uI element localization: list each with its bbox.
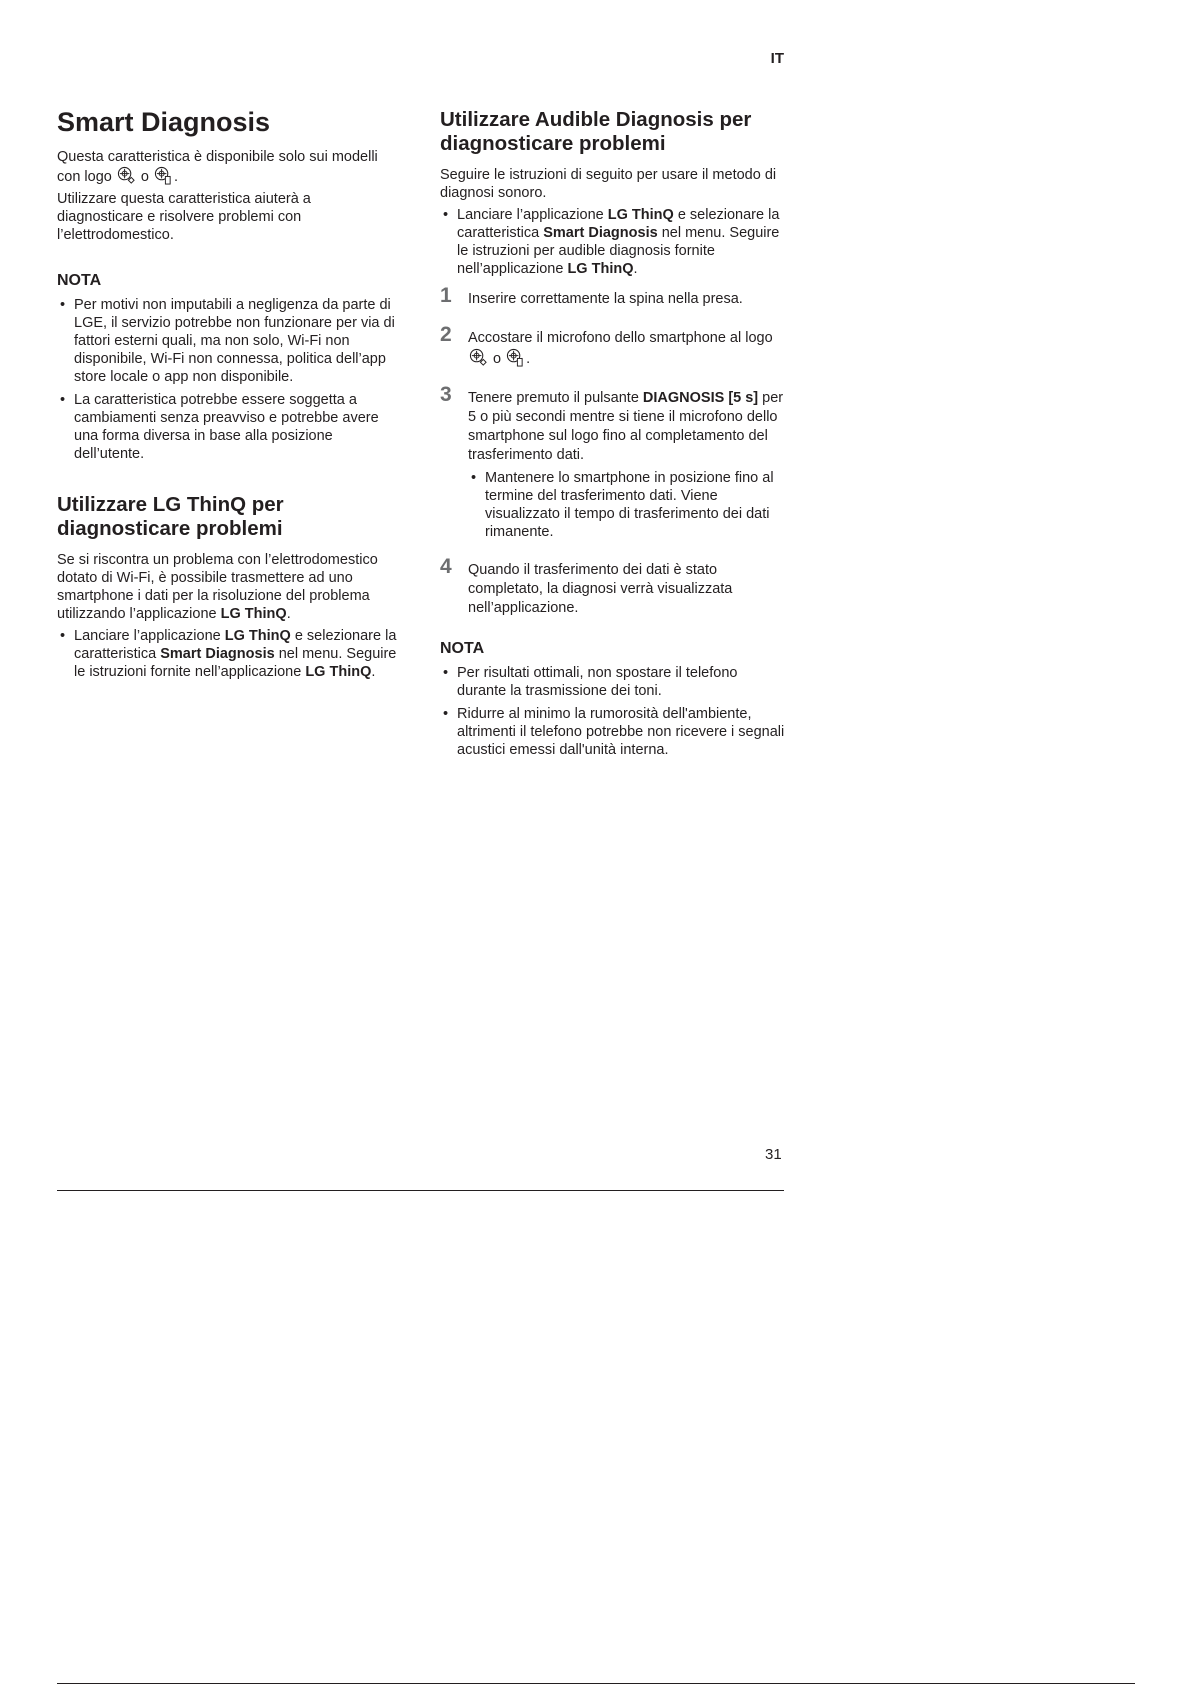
thinq-list [57,627,397,681]
smart-diagnosis-audio-logo-icon [469,348,488,367]
audible-intro: Seguire le istruzioni di seguito per usare il metodo di diagnosi sonoro. [440,167,777,201]
divider [57,1190,784,1191]
nota-heading: NOTA [57,272,102,289]
audible-list [440,206,785,278]
left-column [57,107,397,686]
section-title-audible: Utilizzare Audible Diagnosis per diagnosticare problemi [440,108,752,155]
list-item: • La caratteristica potrebbe essere soggetta a cambiamenti senza preavviso e potrebbe avere una forma diversa in base alla posizione dell’utente. [60,392,379,462]
nota-heading-right: NOTA [440,640,485,657]
step-2: 2 Accostare il microfono dello smartphone al logo o . [440,323,773,367]
thinq-paragraph: Se si riscontra un problema con l’elettrodomestico dotato di Wi-Fi, è possibile trasmettere ad uno smartphone i dati per la risoluzione del problema utilizzando l’applicazione LG ThinQ. [57,552,378,622]
section-title-thinq: Utilizzare LG ThinQ per diagnosticare problemi [57,493,284,540]
intro-paragraph: Questa caratteristica è disponibile solo sui modelli con logo o . [57,149,378,185]
step-4: 4 Quando il trasferimento dei dati è stato completato, la diagnosi verrà visualizzata nell’applicazione. [440,555,733,616]
nota-list-right [440,664,785,759]
step-3-sublist [468,469,785,541]
right-column [440,107,785,764]
smart-diagnosis-phone-logo-icon [154,166,173,185]
page-number: 31 [765,1146,782,1163]
nota-list [57,296,397,463]
list-item: • Ridurre al minimo la rumorosità dell'ambiente, altrimenti il telefono potrebbe non ricevere i segnali acustici emessi dall'unità interna. [443,706,785,758]
list-item: • Per risultati ottimali, non spostare il telefono durante la trasmissione dei toni. [443,665,738,699]
list-item: • Per motivi non imputabili a negligenza da parte di LGE, il servizio potrebbe non funzionare per via di fattori esterni quali, ma non solo, Wi-Fi non disponibile, Wi-Fi non connessa, politica dell’app store locale o app non disponibile. [60,297,395,385]
list-item: • Lanciare l’applicazione LG ThinQ e selezionare la caratteristica Smart Diagnosis nel menu. Seguire le istruzioni per audible diagnosis fornite nell’applicazione LG ThinQ. [443,207,780,277]
smart-diagnosis-phone-logo-icon [506,348,525,367]
step-1: 1 Inserire correttamente la spina nella presa. [440,284,743,307]
list-item: • Lanciare l’applicazione LG ThinQ e selezionare la caratteristica Smart Diagnosis nel menu. Seguire le istruzioni fornite nell’applicazione LG ThinQ. [60,628,397,680]
steps-list [440,284,785,618]
list-item: • Mantenere lo smartphone in posizione fino al termine del trasferimento dati. Viene visualizzato il tempo di trasferimento dei dati rimanente. [471,470,774,540]
smart-diagnosis-audio-logo-icon [117,166,136,185]
step-3: 3 Tenere premuto il pulsante DIAGNOSIS [5 s] per 5 o più secondi mentre si tiene il microfono dello smartphone sul logo fino al completamento del trasferimento dati. • Mantenere lo smartphone in posizione fino al termine del trasferimento dati. Viene visualizzato il tempo di trasferimento dei dati rimanente. [440,383,784,540]
page-title: Smart Diagnosis [57,107,271,137]
intro-paragraph-2: Utilizzare questa caratteristica aiuterà a diagnosticare e risolvere problemi con l’elettrodomestico. [57,191,311,243]
language-label: IT [770,50,784,67]
